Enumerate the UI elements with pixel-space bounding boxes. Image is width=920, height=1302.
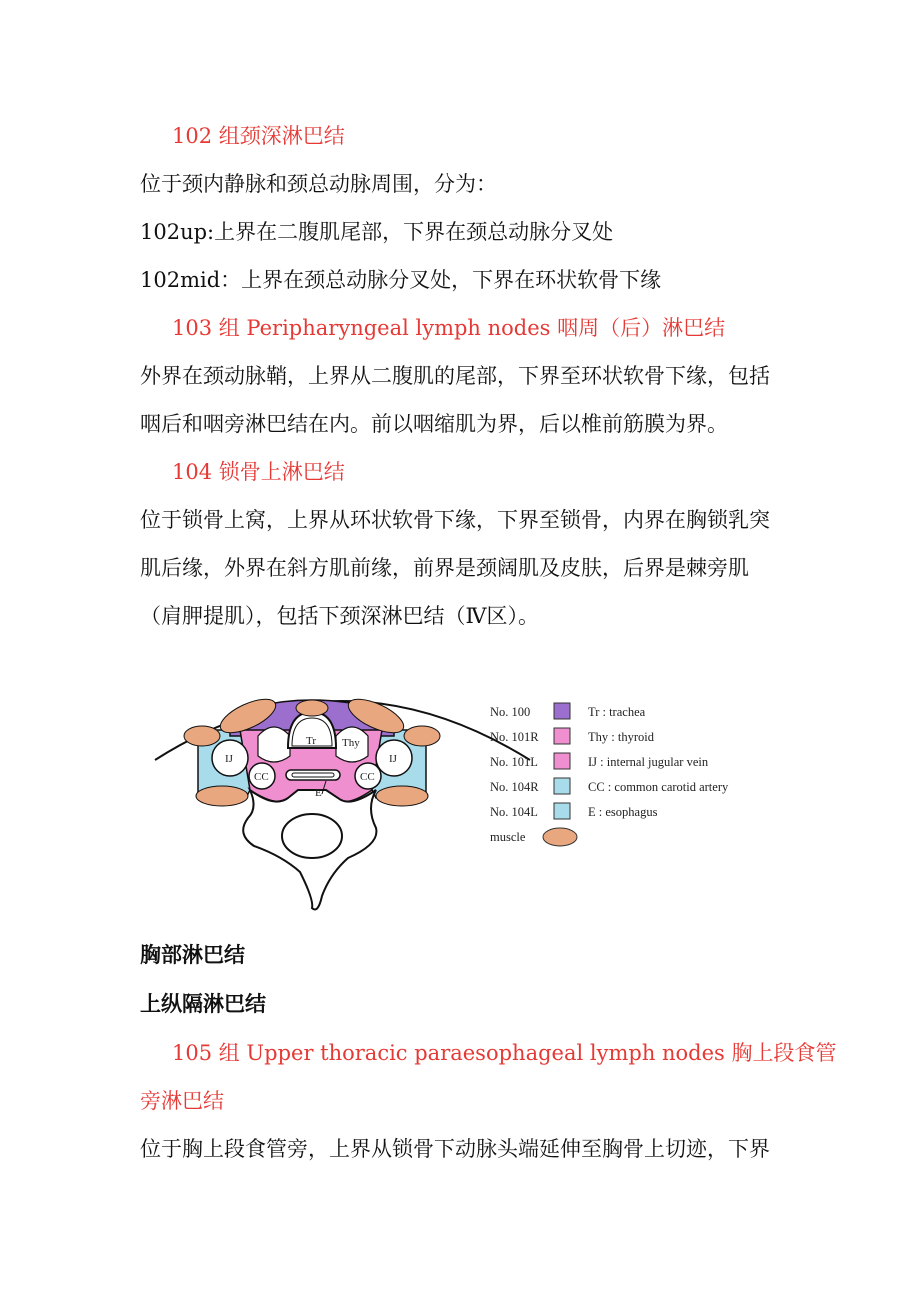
muscle-left-lower: [196, 786, 248, 806]
label-cc-left: CC: [254, 771, 269, 783]
legend-swatch-104l: [554, 803, 570, 819]
legend-row-101r: [490, 728, 655, 744]
label-esophagus: E: [315, 787, 322, 799]
muscle-center: [296, 700, 328, 716]
legend-station-104r: No. 104R: [490, 780, 539, 794]
legend: [490, 703, 729, 846]
legend-swatch-104r: [554, 778, 570, 794]
legend-desc-ij: IJ : internal jugular vein: [588, 755, 709, 769]
legend-station-101l: No. 101L: [490, 755, 538, 769]
heading-104: 104 锁骨上淋巴结: [172, 460, 345, 484]
legend-desc-esophagus: E : esophagus: [588, 805, 658, 819]
label-thyroid: Thy: [342, 737, 360, 749]
label-ij-left: IJ: [225, 753, 233, 765]
section-heading-upper-mediastinal: 上纵隔淋巴结: [140, 992, 266, 1016]
legend-desc-trachea: Tr : trachea: [588, 705, 646, 719]
vertebra-shape: [282, 814, 342, 858]
legend-row-104l: [490, 803, 658, 819]
legend-station-101r: No. 101R: [490, 730, 539, 744]
muscle-right-mid: [404, 726, 440, 746]
heading-105-line1: 105 组 Upper thoracic paraesophageal lymph nodes 胸上段食管: [172, 1041, 837, 1065]
legend-station-muscle: muscle: [490, 830, 526, 844]
paragraph-104-line3: （肩胛提肌），包括下颈深淋巴结（Ⅳ区）。: [140, 604, 539, 628]
cutout-left: [258, 727, 290, 762]
paragraph-102mid: 102mid：上界在颈总动脉分叉处，下界在环状软骨下缘: [140, 268, 662, 292]
muscle-right-lower: [376, 786, 428, 806]
paragraph-104-line2: 肌后缘，外界在斜方肌前缘，前界是颈阔肌及皮肤，后界是棘旁肌: [140, 556, 749, 580]
heading-105-line2: 旁淋巴结: [140, 1089, 224, 1113]
section-heading-thoracic: 胸部淋巴结: [140, 943, 245, 967]
heading-102: 102 组颈深淋巴结: [172, 124, 345, 148]
legend-swatch-101r: [554, 728, 570, 744]
paragraph-103-line1: 外界在颈动脉鞘，上界从二腹肌的尾部，下界至环状软骨下缘，包括: [140, 364, 770, 388]
legend-row-101l: [490, 753, 709, 769]
legend-swatch-100: [554, 703, 570, 719]
legend-row-100: [490, 703, 646, 719]
esophagus-shape: [286, 770, 340, 780]
paragraph-102up: 102up:上界在二腹肌尾部，下界在颈总动脉分叉处: [140, 220, 614, 244]
paragraph-104-line1: 位于锁骨上窝，上界从环状软骨下缘，下界至锁骨，内界在胸锁乳突: [140, 508, 770, 532]
legend-desc-cc: CC : common carotid artery: [588, 780, 729, 794]
paragraph-105-line1: 位于胸上段食管旁，上界从锁骨下动脉头端延伸至胸骨上切迹，下界: [140, 1137, 770, 1161]
label-ij-right: IJ: [389, 753, 397, 765]
legend-station-104l: No. 104L: [490, 805, 538, 819]
legend-desc-thyroid: Thy : thyroid: [588, 730, 654, 744]
muscle-left-mid: [184, 726, 220, 746]
heading-103: 103 组 Peripharyngeal lymph nodes 咽周（后）淋巴结: [172, 316, 726, 340]
label-cc-right: CC: [360, 771, 375, 783]
label-trachea: Tr: [306, 735, 316, 747]
lymph-node-station-diagram: [150, 678, 770, 916]
legend-row-104r: [490, 778, 729, 794]
legend-row-muscle: [490, 828, 577, 846]
legend-swatch-101l: [554, 753, 570, 769]
legend-swatch-muscle: [543, 828, 577, 846]
paragraph-102-intro: 位于颈内静脉和颈总动脉周围，分为：: [140, 172, 497, 196]
paragraph-103-line2: 咽后和咽旁淋巴结在内。前以咽缩肌为界，后以椎前筋膜为界。: [140, 412, 728, 436]
legend-station-100: No. 100: [490, 705, 531, 719]
